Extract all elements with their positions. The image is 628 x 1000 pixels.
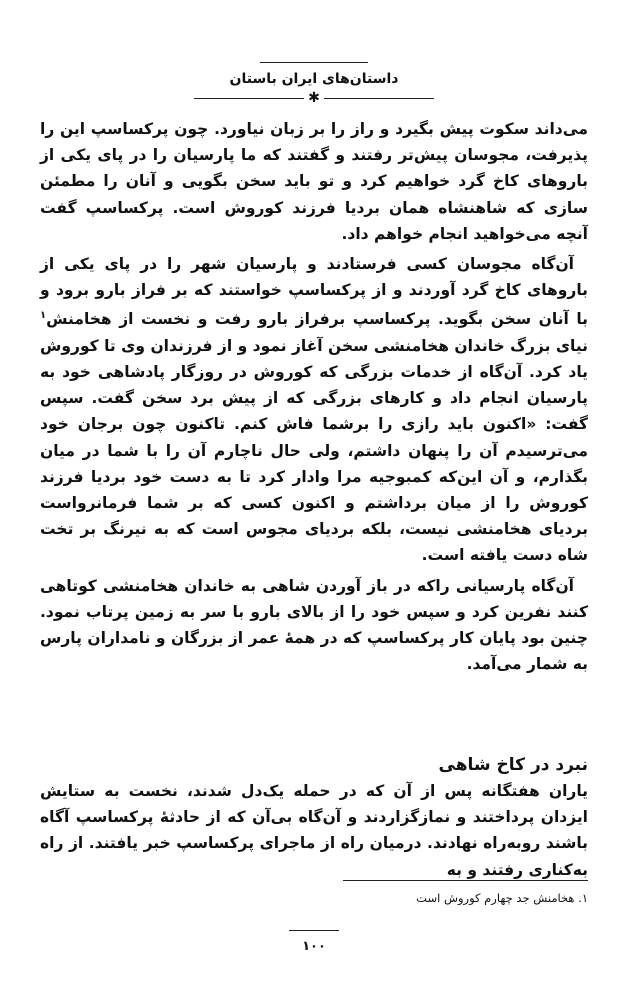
section-text xyxy=(40,778,588,883)
main-text xyxy=(40,116,588,681)
folio-rule xyxy=(289,930,339,931)
header-top-rule xyxy=(260,62,368,63)
header-title: داستان‌های ایران باستان xyxy=(229,71,399,87)
paragraph-3: آن‌گاه پارسیانی راکه در باز آوردن شاهی به خاندان هخامنشی کوتاهی کنند نفرین کرد و سپس خود را از بالای بارو با سر به زمین پرتاب نمود. چنین بود پایان کار پرکساسپ که در همهٔ عمر از بزرگان و نامداران پارس به شمار می‌آمد. xyxy=(40,576,588,674)
ornament-line-right xyxy=(324,98,434,99)
page-number: ۱۰۰ xyxy=(302,939,326,954)
header-ornament xyxy=(0,91,628,105)
footnote-divider xyxy=(343,880,588,881)
paragraph-2-part-b: نیای بزرگ خاندان هخامنشی سخن آغاز نمود و از فرزندان وی تا کوروش یاد کرد. آن‌گاه از خدمات بزرگی که کوروش در روزگار پادشاهی خود به پارسیان انجام داد و کارهای بزرگی که از پیش برد سخن گفت. سپس گفت: «اکنون باید رازی را برشما فاش کنم. تاکنون چون برجان خود می‌ترسیدم آن را پنهان داشتم، ولی حال ناچارم آن را با شما در میان بگذارم، و آن این‌که کمبوجیه مرا وادار کرد تا به دست خود بردیا فرزند کوروش را از میان برداشتم و اکنون کسی که بر شما فرمانرواست بردیای هخامنشی نیست، بلکه بردیای مجوس است که به نیرنگ بر تخت شاه دست یافته است. xyxy=(40,336,588,565)
section-heading: نبرد در کاخ شاهی xyxy=(438,755,588,775)
paragraph-1: می‌داند سکوت پیش بگیرد و راز را بر زبان نیاورد. چون پرکساسپ این را پذیرفت، مجوسان پیش‌تر رفتند و گفتند که ما پارسیان را در پای یکی از باروهای کاخ گرد خواهیم کرد و تو باید سخن بگویی و آنان را مطمئن سازی که شاهنشاه همان بردیا فرزند کوروش است. پرکساسپ گفت آنچه می‌خواهید انجام خواهم داد. xyxy=(40,120,588,243)
paragraph-2 xyxy=(40,251,588,569)
running-header xyxy=(0,62,628,105)
footnote-reference: ۱ xyxy=(40,310,47,322)
page-footer xyxy=(0,930,628,954)
section-paragraph: یاران هفتگانه پس از آن که در حمله یک‌دل شدند، نخست به ستایش ایزدان پرداختند و نمازگزاردند و آن‌گاه بی‌آن که از حادثهٔ پرکساسپ آگاه باشند روبه‌راه نهادند. درمیان راه از ماجرای پرکساسپ خبر یافتند. از راه به‌کناری رفتند و به xyxy=(40,782,588,879)
ornament-line-left xyxy=(194,98,304,99)
footnote: ۱. هخامنش جد چهارم کوروش است xyxy=(416,891,588,905)
asterisk-ornament-icon: ✱ xyxy=(308,90,320,106)
paragraph-2-part-a: آن‌گاه مجوسان کسی فرستادند و پارسیان شهر را در پای یکی از باروهای کاخ گرد آوردند و از پرکساسپ خواستند که بر فراز بارو برود و با آنان سخن بگوید. پرکساسپ برفراز بارو رفت و نخست از هخامنش xyxy=(40,255,588,329)
